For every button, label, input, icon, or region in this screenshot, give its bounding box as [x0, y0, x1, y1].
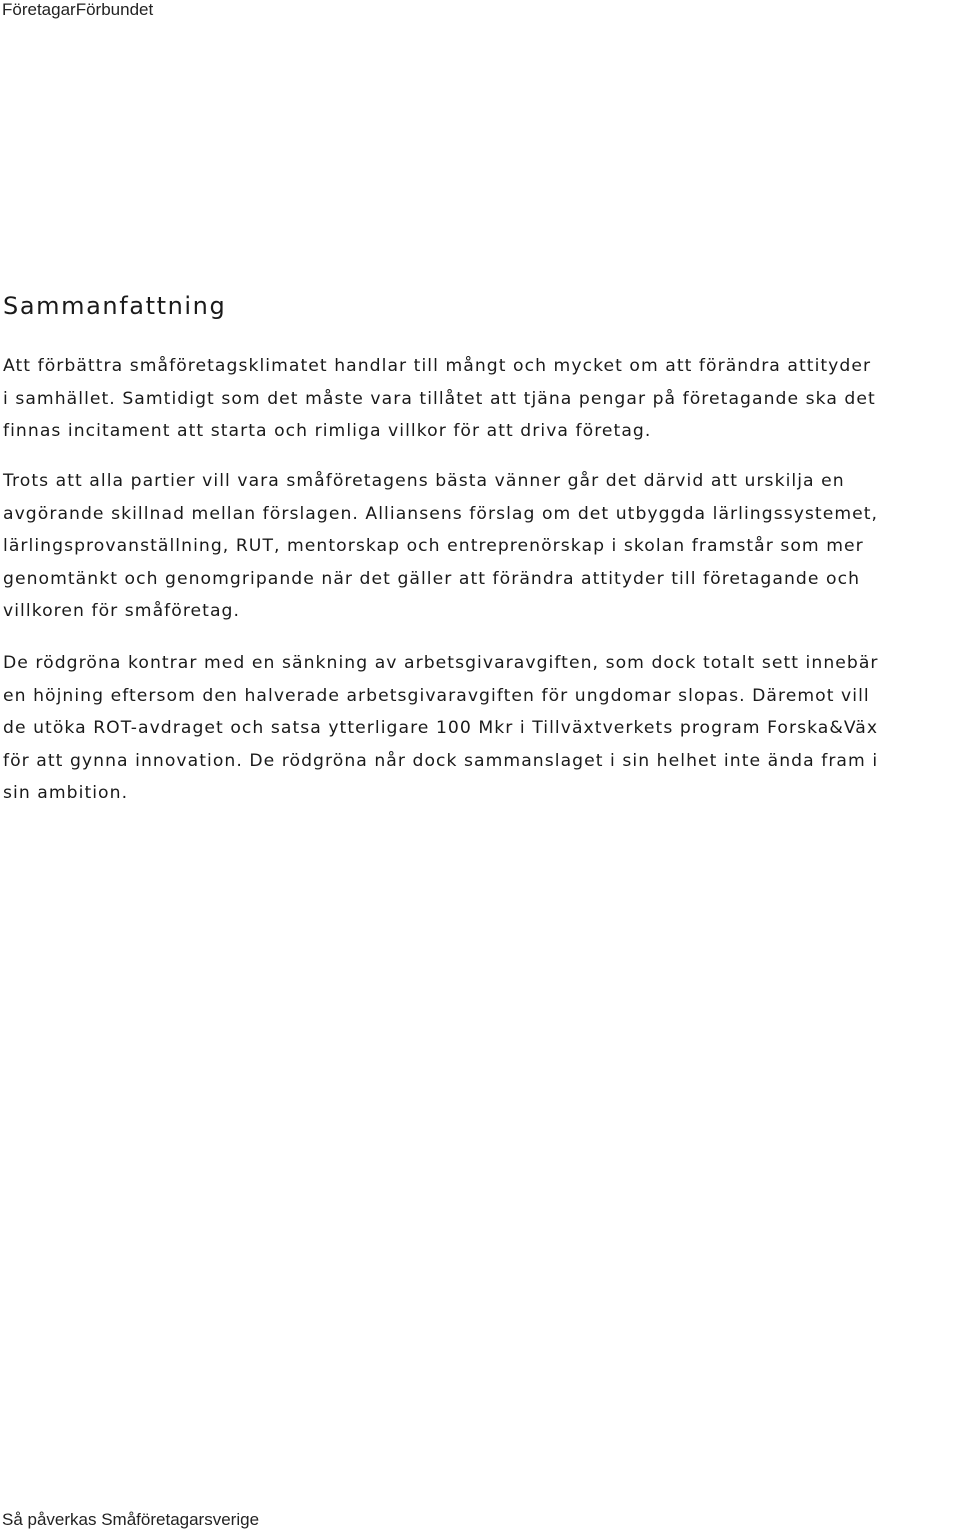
- header-org-name: FöretagarFörbundet: [2, 0, 154, 19]
- paragraph-line: de utöka ROT-avdraget och satsa ytterligare 100 Mkr i Tillväxtverkets program Forska&Väx: [3, 718, 879, 739]
- paragraph-line: finnas incitament att starta och rimliga villkor för att driva företag.: [3, 421, 652, 442]
- paragraph-line: sin ambition.: [3, 783, 129, 804]
- paragraph-2: [3, 465, 960, 628]
- paragraph-3: [3, 647, 960, 810]
- paragraph-line: De rödgröna kontrar med en sänkning av arbetsgivaravgiften, som dock totalt sett innebär: [3, 653, 879, 673]
- paragraph-line: lärlingsprovanställning, RUT, mentorskap och entreprenörskap i skolan framstår som mer: [3, 536, 864, 557]
- footer-publication-title: Så påverkas Småföretagarsverige: [2, 1510, 260, 1529]
- paragraph-line: Trots att alla partier vill vara småföretagens bästa vänner går det därvid att urskilja en: [3, 471, 845, 491]
- section-title: Sammanfattning: [3, 292, 227, 320]
- paragraph-line: i samhället. Samtidigt som det måste vara tillåtet att tjäna pengar på företagande ska det: [3, 388, 876, 409]
- paragraph-line: Att förbättra småföretagsklimatet handlar till mångt och mycket om att förändra attityder: [3, 356, 872, 376]
- paragraph-1: [3, 350, 960, 448]
- paragraph-line: villkoren för småföretag.: [3, 601, 241, 622]
- paragraph-line: en höjning eftersom den halverade arbetsgivaravgiften för ungdomar slopas. Däremot vill: [3, 685, 870, 706]
- paragraph-line: genomtänkt och genomgripande när det gäller att förändra attityder till företagande och: [3, 568, 861, 589]
- paragraph-line: för att gynna innovation. De rödgröna når dock sammanslaget i sin helhet inte ända fram i: [3, 750, 879, 771]
- paragraph-line: avgörande skillnad mellan förslagen. Alliansens förslag om det utbyggda lärlingssystemet,: [3, 503, 879, 524]
